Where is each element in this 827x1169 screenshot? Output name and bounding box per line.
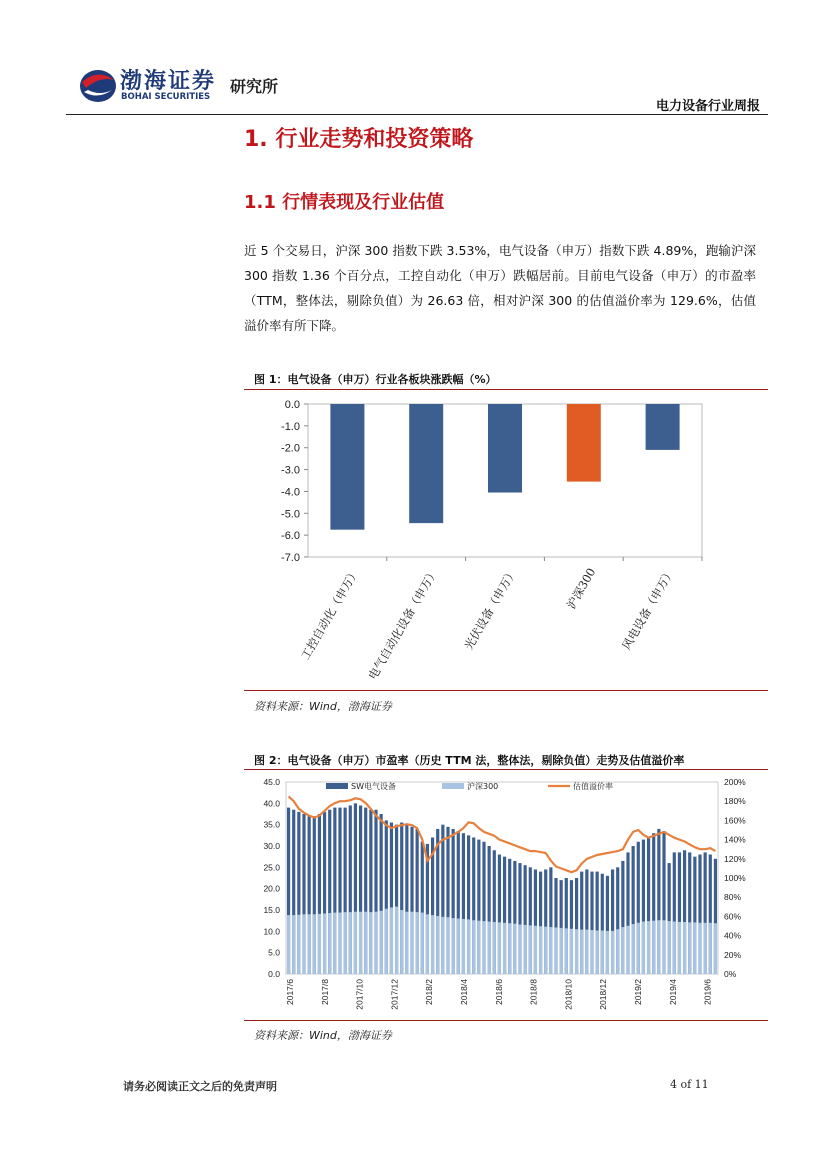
footer-disclaimer: 请务必阅读正文之后的免责声明 [123,1080,277,1093]
chart2-right-tick-label: 100% [724,873,746,883]
figure2-top-rule [244,769,768,770]
chart2-hs300-bar [287,915,290,974]
chart2-hs300-bar [698,923,701,974]
chart2-hs300-bar [405,912,408,974]
chart2-hs300-bar [395,907,398,974]
chart2-hs300-bar [632,924,635,974]
chart2-xtick-label: 2019/6 [702,979,713,1005]
chart2-xtick-label: 2018/10 [563,979,574,1010]
chart2-hs300-bar [482,921,485,974]
chart2-hs300-bar [457,919,460,974]
chart2-hs300-bar [626,926,629,974]
chart1-bar [330,404,364,530]
chart2-hs300-bar [359,912,362,974]
chart2-hs300-bar [431,915,434,974]
chart2-xtick-label: 2018/4 [459,979,470,1005]
chart2-hs300-bar [549,927,552,974]
chart2-hs300-bar [364,912,367,974]
chart1-xtick-label: 风电设备（申万） [619,565,678,653]
chart2-premium-line [289,796,716,872]
chart1-ytick-label: -5.0 [281,508,300,521]
chart2-hs300-bar [652,921,655,974]
chart2-xtick-label: 2017/12 [389,979,400,1010]
chart2-hs300-bar [374,912,377,974]
report-type: 电力设备行业周报 [655,99,760,114]
chart2-xtick-label: 2019/4 [667,979,678,1005]
chart1-ytick-label: -2.0 [281,442,300,455]
chart2-xtick-label: 2017/6 [285,979,295,1005]
chart2-hs300-bar [318,914,321,974]
chart2-right-tick-label: 0% [724,969,737,979]
chart1-ytick-label: -7.0 [281,552,300,564]
chart2-hs300-bar [369,912,372,974]
chart2-hs300-bar [503,923,506,974]
chart2-hs300-bar [673,922,676,974]
chart2-hs300-bar [560,928,563,974]
chart1-ytick-label: 0.0 [284,399,300,411]
chart2-right-tick-label: 120% [724,853,746,864]
chart2-hs300-bar [308,914,311,974]
chart2-hs300-bar [462,919,465,974]
chart2-hs300-bar [688,922,691,974]
chart2-hs300-bar [421,913,424,974]
chart2-hs300-bar [328,913,331,974]
chart2-hs300-bar [513,924,516,974]
chart2-right-tick-label: 140% [724,834,746,845]
chart2-right-tick-label: 80% [724,892,742,903]
chart2-hs300-bar [544,927,547,974]
figure2-bottom-rule [244,1020,768,1021]
chart2-hs300-bar [400,910,403,974]
chart2-left-tick-label: 0.0 [268,969,280,979]
chart2-hs300-bar [477,921,480,974]
chart2-hs300-bar [508,923,511,974]
chart2-right-tick-label: 20% [724,949,742,960]
chart2-hs300-bar [493,922,496,974]
chart2-hs300-bar [709,923,712,974]
chart2-xtick-label: 2018/12 [598,979,609,1010]
chart2-hs300-bar [575,929,578,974]
chart2-hs300-bar [488,922,491,974]
chart1-ytick-label: -3.0 [281,464,300,477]
chart2-hs300-bar [452,918,455,974]
chart2-xtick-label: 2019/2 [633,979,644,1005]
chart2-xtick-label: 2018/6 [493,979,504,1005]
chart2-hs300-bar [693,922,696,974]
subsection-heading: 1.1 行情表现及行业估值 [244,192,445,213]
chart2-hs300-bar [565,928,568,974]
chart2-left-tick-label: 20.0 [263,883,280,894]
chart1-bar [646,404,680,450]
chart1-bar [567,404,601,482]
chart1-xtick-label: 光伏设备（申万） [461,565,520,653]
figure1-bar-chart [244,392,768,688]
chart2-legend-swatch [442,783,464,789]
chart2-hs300-bar [297,915,300,974]
chart2-right-tick-label: 40% [724,930,742,941]
chart2-hs300-bar [338,913,341,974]
bohai-logo-icon [78,66,118,104]
chart2-xtick-label: 2018/2 [424,979,435,1005]
chart2-hs300-bar [354,912,357,974]
figure2-title: 图 2：电气设备（申万）市盈率（历史 TTM 法，整体法，剔除负值）走势及估值溢价率 [254,754,685,767]
chart2-hs300-bar [349,912,352,974]
chart2-hs300-bar [385,909,388,974]
logo-english-name: BOHAI SECURITIES [121,92,211,102]
chart1-ytick-label: -6.0 [281,530,300,543]
chart1-ytick-label: -4.0 [281,486,300,499]
chart2-hs300-bar [467,919,470,974]
chart2-hs300-bar [590,930,593,974]
chart2-left-tick-label: 5.0 [268,947,280,958]
chart2-hs300-bar [313,914,316,974]
header-divider [66,114,768,115]
chart1-xtick-label: 工控自动化（申万） [298,565,362,663]
chart2-legend-swatch [326,783,348,789]
chart2-hs300-bar [472,920,475,974]
chart2-right-tick-label: 200% [724,777,746,787]
page-number: 4 of 11 [670,1078,709,1091]
chart2-hs300-bar [616,929,619,974]
chart2-hs300-bar [380,911,383,974]
chart2-hs300-bar [668,921,671,974]
chart2-hs300-bar [554,927,557,974]
chart2-left-tick-label: 10.0 [263,926,280,937]
chart1-bar [488,404,522,493]
body-text [244,238,756,338]
chart2-hs300-bar [714,923,717,974]
chart2-hs300-bar [662,920,665,974]
chart2-hs300-bar [647,921,650,974]
chart2-hs300-bar [601,930,604,974]
chart2-right-tick-label: 60% [724,911,742,922]
chart1-xtick-label: 电气自动化设备（申万） [365,565,441,683]
chart2-hs300-bar [704,923,707,974]
chart2-hs300-bar [570,929,573,974]
chart2-hs300-bar [441,917,444,974]
chart2-hs300-bar [678,922,681,974]
logo-chinese-name: 渤海证券 [120,68,217,94]
chart2-hs300-bar [596,930,599,974]
chart2-hs300-bar [302,914,305,974]
chart2-legend-label: 沪深300 [467,782,499,791]
chart2-hs300-bar [529,925,532,974]
figure1-source: 资料来源：Wind，渤海证券 [254,700,392,713]
chart2-left-tick-label: 45.0 [263,777,280,787]
chart2-hs300-bar [344,912,347,974]
section-heading: 1. 行业走势和投资策略 [244,127,474,152]
chart2-hs300-bar [323,913,326,974]
chart2-hs300-bar [518,925,521,974]
chart1-bar [409,404,443,523]
chart2-hs300-bar [585,930,588,974]
chart2-hs300-bar [621,927,624,974]
chart2-hs300-bar [580,930,583,974]
chart2-hs300-bar [410,912,413,974]
chart2-hs300-bar [534,926,537,974]
chart2-hs300-bar [642,922,645,974]
chart1-xtick-label: 沪深300 [563,565,599,612]
body-paragraph: 近 5 个交易日，沪深 300 指数下跌 3.53%，电气设备（申万）指数下跌 4.89%，跑输沪深 300 指数 1.36 个百分点，工控自动化（申万）跌幅居前。目前电气设备（申万）的市盈率（TTM，整体法，剔除负值）为 26.63 倍，相对沪深 300 的估值溢价率为 129.6%，估值溢价率有所下降。 [244,243,756,333]
figure2-combo-chart [244,772,768,1018]
chart2-hs300-bar [637,923,640,974]
chart2-xtick-label: 2017/8 [319,979,330,1005]
chart2-legend-label: 估值溢价率 [573,782,613,791]
chart2-hs300-bar [292,915,295,974]
chart2-left-tick-label: 25.0 [263,862,280,873]
chart2-legend-label: SW电气设备 [351,782,396,791]
chart2-hs300-bar [416,912,419,974]
chart2-hs300-bar [539,926,542,974]
chart2-hs300-bar [446,917,449,974]
chart2-left-tick-label: 40.0 [263,798,280,809]
chart2-hs300-bar [426,914,429,974]
chart2-hs300-bar [436,916,439,974]
logo-institute: 研究所 [230,77,279,96]
chart2-hs300-bar [390,907,393,974]
chart2-left-tick-label: 35.0 [263,819,280,830]
chart2-hs300-bar [657,920,660,974]
chart2-hs300-bar [524,925,527,974]
chart2-left-tick-label: 15.0 [263,905,280,915]
figure1-bottom-rule [244,690,768,691]
chart2-hs300-bar [611,931,614,974]
chart2-hs300-bar [606,931,609,974]
chart2-left-tick-label: 30.0 [263,841,280,851]
chart2-hs300-bar [333,913,336,974]
chart2-hs300-bar [683,922,686,974]
chart2-hs300-bar [498,922,501,974]
chart2-xtick-label: 2018/8 [528,979,539,1005]
chart1-ytick-label: -1.0 [281,420,300,433]
figure1-title: 图 1：电气设备（申万）行业各板块涨跌幅（%） [254,373,497,386]
figure2-source: 资料来源：Wind，渤海证券 [254,1029,392,1042]
chart2-xtick-label: 2017/10 [354,979,365,1010]
figure1-top-rule [244,389,768,390]
chart2-right-tick-label: 160% [724,815,746,826]
chart2-right-tick-label: 180% [724,796,746,807]
